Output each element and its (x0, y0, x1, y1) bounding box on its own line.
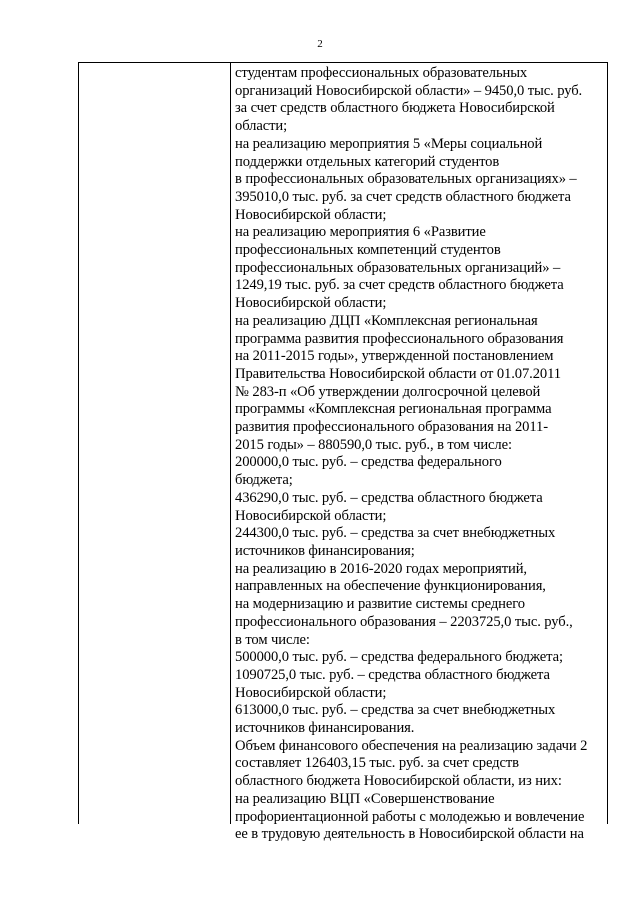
text-line: 500000,0 тыс. руб. – средства федерального бюджета; (235, 649, 563, 666)
text-line: бюджета; (235, 472, 293, 489)
text-line: в профессиональных образовательных организациях» – (235, 171, 577, 188)
text-line: на реализацию мероприятия 5 «Меры социальной (235, 135, 543, 152)
text-line: источников финансирования. (235, 720, 415, 737)
text-line: на реализацию мероприятия 6 «Развитие (235, 224, 486, 241)
text-line: программа развития профессионального образования (235, 330, 564, 347)
text-line: студентам профессиональных образовательных (235, 65, 528, 81)
text-line: в том числе: (235, 631, 310, 648)
document-table (78, 62, 608, 843)
text-line: области; (235, 118, 288, 135)
table-right-cell (231, 63, 607, 843)
text-line: 1090725,0 тыс. руб. – средства областного бюджета (235, 666, 550, 683)
text-line: направленных на обеспечение функционирования, (235, 578, 546, 595)
text-line: профессиональных образовательных организаций» – (235, 259, 561, 276)
text-line: Новосибирской области; (235, 295, 387, 312)
text-line: 395010,0 тыс. руб. за счет средств областного бюджета (235, 188, 571, 205)
text-line: на реализацию ВЦП «Совершенствование (235, 790, 495, 807)
text-line: Правительства Новосибирской области от 01.07.2011 (235, 365, 561, 382)
text-line: на реализацию в 2016-2020 годах мероприятий, (235, 560, 527, 577)
text-line: организаций Новосибирской области» – 9450,0 тыс. руб. (235, 82, 583, 99)
table-left-cell (79, 63, 231, 824)
page-number: 2 (317, 38, 323, 50)
text-line: составляет 126403,15 тыс. руб. за счет средств (235, 755, 519, 772)
text-line: Объем финансового обеспечения на реализацию задачи 2 (235, 737, 588, 754)
text-line: на модернизацию и развитие системы среднего (235, 596, 525, 613)
text-line: на реализацию ДЦП «Комплексная региональная (235, 312, 538, 329)
text-line: развития профессионального образования на 2011- (235, 419, 548, 436)
text-line: областного бюджета Новосибирской области, из них: (235, 773, 562, 790)
text-line: источников финансирования; (235, 542, 415, 559)
text-line: 244300,0 тыс. руб. – средства за счет внебюджетных (235, 525, 556, 542)
text-line: 2015 годы» – 880590,0 тыс. руб., в том числе: (235, 436, 512, 453)
text-line: Новосибирской области; (235, 206, 387, 223)
text-line: 1249,19 тыс. руб. за счет средств областного бюджета (235, 277, 564, 294)
text-line: Новосибирской области; (235, 507, 387, 524)
text-line: ее в трудовую деятельность в Новосибирской области на (235, 826, 584, 843)
text-line: № 283-п «Об утверждении долгосрочной целевой (235, 383, 541, 400)
text-line: за счет средств областного бюджета Новосибирской (235, 100, 555, 117)
text-line: профориентационной работы с молодежью и вовлечение (235, 808, 585, 825)
text-line: 436290,0 тыс. руб. – средства областного бюджета (235, 489, 543, 506)
text-line: поддержки отдельных категорий студентов (235, 153, 500, 170)
text-line: профессиональных компетенций студентов (235, 242, 501, 259)
text-line: Новосибирской области; (235, 684, 387, 701)
text-line: программы «Комплексная региональная программа (235, 401, 552, 418)
text-line: профессионального образования – 2203725,0 тыс. руб., (235, 613, 573, 630)
text-line: 613000,0 тыс. руб. – средства за счет внебюджетных (235, 702, 556, 719)
text-line: 200000,0 тыс. руб. – средства федерального (235, 454, 502, 471)
text-line: на 2011-2015 годы», утвержденной постановлением (235, 348, 554, 365)
